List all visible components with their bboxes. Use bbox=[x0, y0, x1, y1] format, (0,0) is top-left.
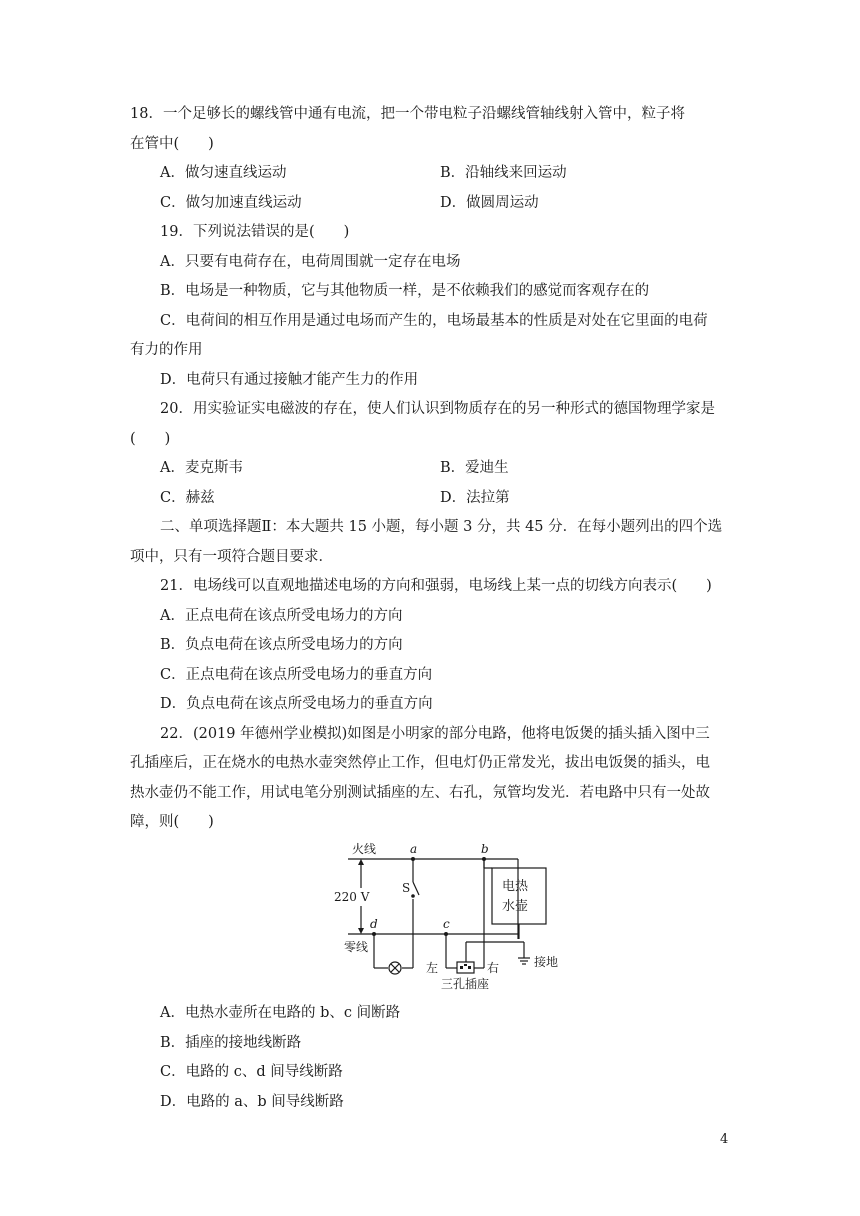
q18-option-a: A．做匀速直线运动 bbox=[160, 165, 287, 181]
neutral-label: 零线 bbox=[344, 940, 369, 954]
socket-label: 三孔插座 bbox=[441, 977, 490, 990]
q21-option-a: A．正点电荷在该点所受电场力的方向 bbox=[160, 608, 403, 624]
q18-option-c: C．做匀加速直线运动 bbox=[160, 195, 302, 211]
q18-option-b: B．沿轴线来回运动 bbox=[440, 165, 567, 181]
circuit-diagram bbox=[326, 838, 606, 990]
live-label: 火线 bbox=[352, 842, 377, 856]
q22-option-a: A．电热水壶所在电路的 b、c 间断路 bbox=[160, 1005, 401, 1021]
socket-right-label: 右 bbox=[487, 961, 500, 975]
q20-stem-line1: 20．用实验证实电磁波的存在，使人们认识到物质存在的另一种形式的德国物理学家是 bbox=[160, 401, 715, 417]
node-a-dot bbox=[411, 857, 415, 861]
kettle-label-line1: 电热 bbox=[502, 879, 529, 894]
q18-stem-line1: 18．一个足够长的螺线管中通有电流，把一个带电粒子沿螺线管轴线射入管中，粒子将 bbox=[130, 106, 685, 122]
q19-option-a: A．只要有电荷存在，电荷周围就一定存在电场 bbox=[160, 254, 461, 270]
q22-stem-line3: 热水壶仍不能工作，用试电笔分别测试插座的左、右孔，氖管均发光．若电路中只有一处故 bbox=[130, 785, 710, 801]
q22-option-d: D．电路的 a、b 间导线断路 bbox=[160, 1094, 344, 1110]
section2-line2: 项中，只有一项符合题目要求． bbox=[130, 549, 333, 565]
kettle-box bbox=[492, 868, 546, 924]
q20-option-d: D．法拉第 bbox=[440, 490, 510, 506]
socket-hole-right bbox=[468, 966, 471, 969]
page-number: 4 bbox=[720, 1132, 729, 1147]
q19-option-d: D．电荷只有通过接触才能产生力的作用 bbox=[160, 372, 419, 388]
q20-option-b: B．爱迪生 bbox=[440, 460, 509, 476]
voltage-arrow-head-down bbox=[358, 928, 364, 934]
kettle-label-line2: 水壶 bbox=[502, 899, 529, 914]
socket-box bbox=[457, 962, 474, 973]
q22-option-c: C．电路的 c、d 间导线断路 bbox=[160, 1064, 343, 1080]
voltage-arrow-head-up bbox=[358, 859, 364, 865]
node-c-label: c bbox=[443, 917, 450, 931]
node-b-label: b bbox=[481, 842, 489, 856]
socket-left-label: 左 bbox=[426, 961, 439, 975]
ground-label: 接地 bbox=[534, 955, 559, 969]
node-b-dot bbox=[482, 857, 486, 861]
q22-stem-line2: 孔插座后，正在烧水的电热水壶突然停止工作，但电灯仍正常发光，拔出电饭煲的插头，电 bbox=[130, 755, 710, 771]
switch-label: S bbox=[402, 881, 411, 895]
q22-stem-line1: 22．(2019 年德州学业模拟)如图是小明家的部分电路，他将电饭煲的插头插入图中三 bbox=[160, 726, 710, 742]
q19-option-c-line1: C．电荷间的相互作用是通过电场而产生的，电场最基本的性质是对处在它里面的电荷 bbox=[160, 313, 708, 329]
q20-option-c: C．赫兹 bbox=[160, 490, 215, 506]
q21-stem: 21．电场线可以直观地描述电场的方向和强弱，电场线上某一点的切线方向表示( ) bbox=[160, 578, 712, 594]
q22-option-b: B．插座的接地线断路 bbox=[160, 1035, 302, 1051]
q19-option-c-line2: 有力的作用 bbox=[130, 342, 203, 358]
socket-hole-left bbox=[460, 966, 463, 969]
switch-blade bbox=[413, 882, 419, 895]
q18-stem-line2: 在管中( ) bbox=[130, 136, 214, 152]
socket-hole-top bbox=[464, 964, 467, 966]
section2-line1: 二、单项选择题Ⅱ：本大题共 15 小题，每小题 3 分，共 45 分．在每小题列出的四个选 bbox=[160, 519, 723, 535]
node-d-label: d bbox=[370, 917, 378, 931]
q20-option-a: A．麦克斯韦 bbox=[160, 460, 243, 476]
q21-option-b: B．负点电荷在该点所受电场力的方向 bbox=[160, 637, 403, 653]
q22-stem-line4: 障，则( ) bbox=[130, 814, 214, 830]
voltage-label: 220 V bbox=[334, 890, 370, 904]
node-a-label: a bbox=[410, 842, 418, 856]
node-d-dot bbox=[372, 932, 376, 936]
q18-option-d: D．做圆周运动 bbox=[440, 195, 539, 211]
q20-stem-line2: ( ) bbox=[130, 431, 171, 447]
q21-option-d: D．负点电荷在该点所受电场力的垂直方向 bbox=[160, 696, 433, 712]
q19-option-b: B．电场是一种物质，它与其他物质一样，是不依赖我们的感觉而客观存在的 bbox=[160, 283, 650, 299]
node-c-dot bbox=[444, 932, 448, 936]
q21-option-c: C．正点电荷在该点所受电场力的垂直方向 bbox=[160, 667, 433, 683]
q19-stem: 19．下列说法错误的是( ) bbox=[160, 224, 350, 240]
switch-contact bbox=[411, 894, 415, 898]
